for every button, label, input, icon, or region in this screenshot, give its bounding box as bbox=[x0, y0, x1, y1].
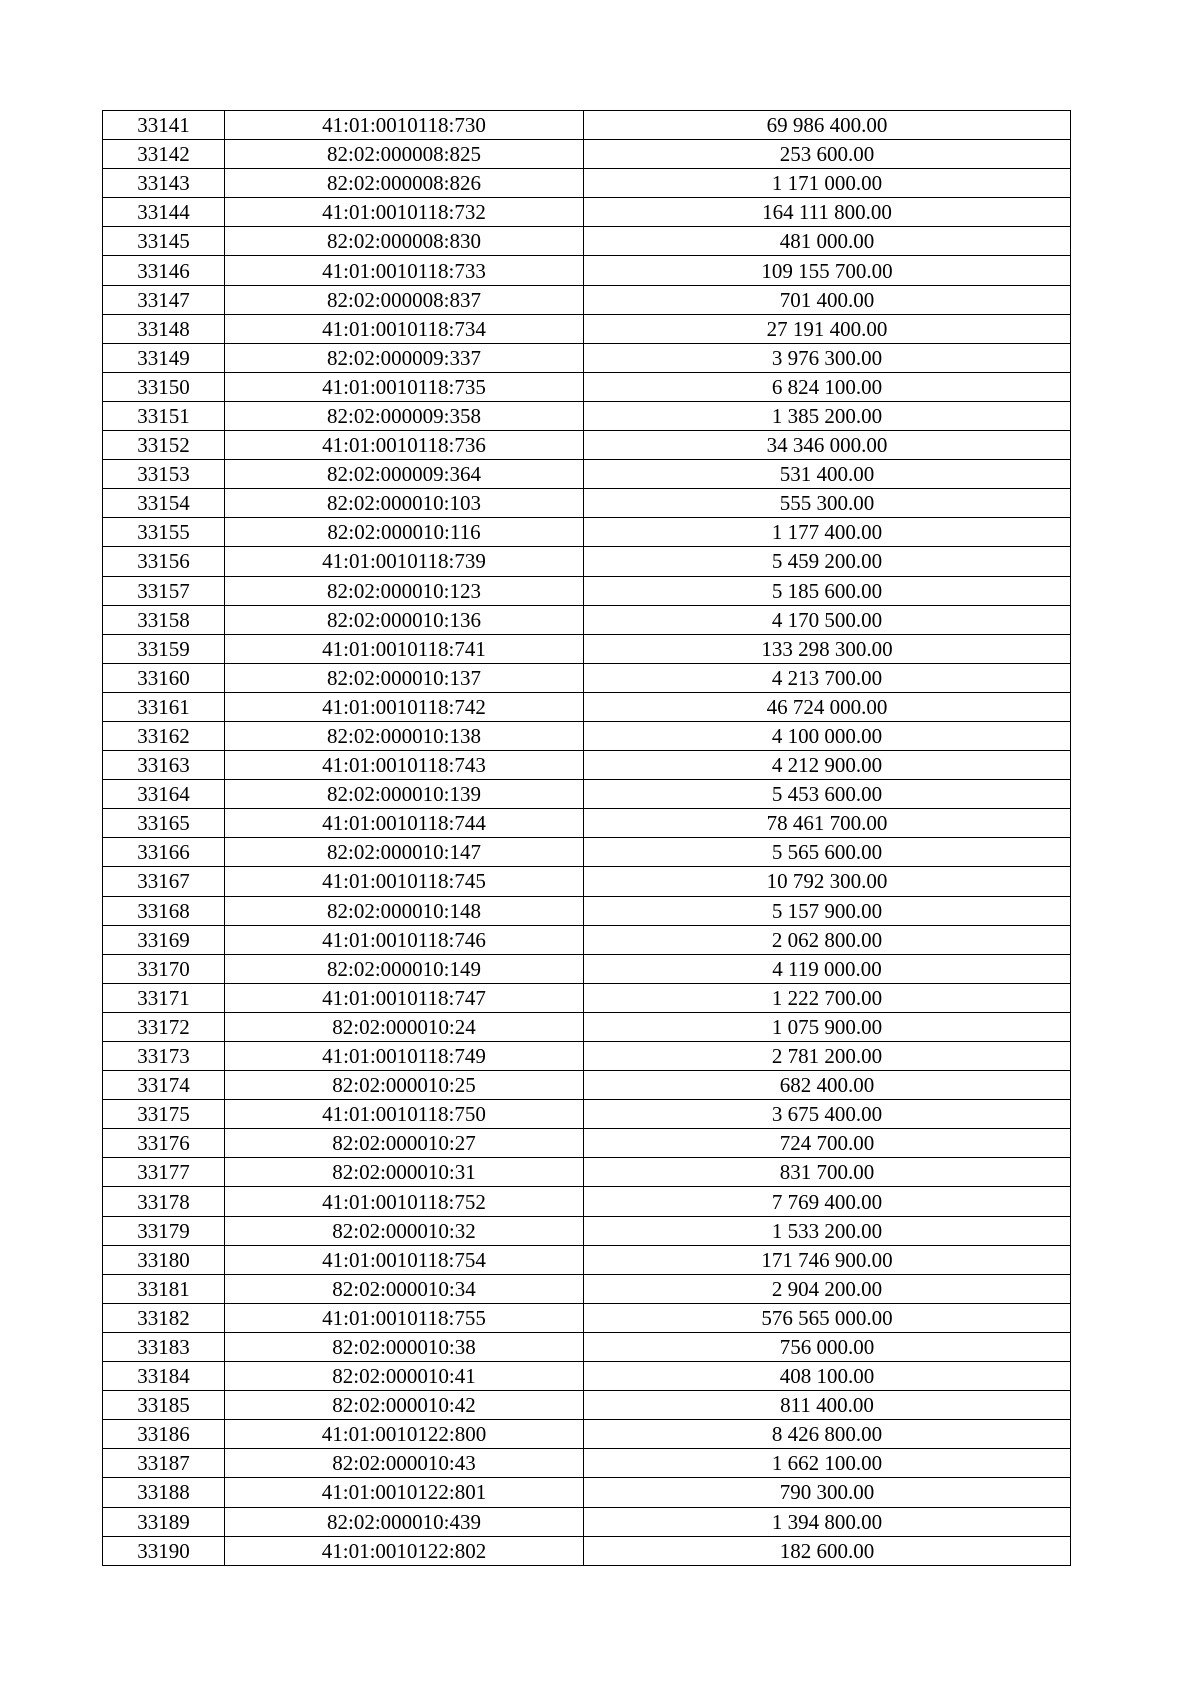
table-row bbox=[103, 547, 1071, 576]
table-row bbox=[103, 663, 1071, 692]
row-number-cell: 33143 bbox=[103, 169, 225, 198]
table-row bbox=[103, 1507, 1071, 1536]
table-row bbox=[103, 634, 1071, 663]
cadastral-value-cell: 4 119 000.00 bbox=[584, 954, 1071, 983]
row-number-cell: 33172 bbox=[103, 1012, 225, 1041]
cadastral-value-cell: 1 533 200.00 bbox=[584, 1216, 1071, 1245]
table-row bbox=[103, 1274, 1071, 1303]
cadastral-value-cell: 4 100 000.00 bbox=[584, 721, 1071, 750]
row-number-cell: 33151 bbox=[103, 401, 225, 430]
cadastral-number-cell: 82:02:000010:25 bbox=[225, 1071, 584, 1100]
row-number-cell: 33146 bbox=[103, 256, 225, 285]
row-number-cell: 33179 bbox=[103, 1216, 225, 1245]
cadastral-value-cell: 1 075 900.00 bbox=[584, 1012, 1071, 1041]
row-number-cell: 33158 bbox=[103, 605, 225, 634]
cadastral-number-cell: 82:02:000010:43 bbox=[225, 1449, 584, 1478]
cadastral-value-cell: 7 769 400.00 bbox=[584, 1187, 1071, 1216]
table-row bbox=[103, 343, 1071, 372]
cadastral-number-cell: 41:01:0010118:741 bbox=[225, 634, 584, 663]
row-number-cell: 33188 bbox=[103, 1478, 225, 1507]
cadastral-number-cell: 41:01:0010118:746 bbox=[225, 925, 584, 954]
cadastral-value-cell: 133 298 300.00 bbox=[584, 634, 1071, 663]
cadastral-number-cell: 82:02:000010:116 bbox=[225, 518, 584, 547]
row-number-cell: 33168 bbox=[103, 896, 225, 925]
cadastral-value-cell: 5 185 600.00 bbox=[584, 576, 1071, 605]
cadastral-number-cell: 82:02:000010:38 bbox=[225, 1332, 584, 1361]
cadastral-value-cell: 756 000.00 bbox=[584, 1332, 1071, 1361]
cadastral-value-cell: 724 700.00 bbox=[584, 1129, 1071, 1158]
table-row bbox=[103, 1100, 1071, 1129]
cadastral-value-cell: 78 461 700.00 bbox=[584, 809, 1071, 838]
cadastral-number-cell: 41:01:0010118:734 bbox=[225, 314, 584, 343]
table-row bbox=[103, 198, 1071, 227]
row-number-cell: 33183 bbox=[103, 1332, 225, 1361]
cadastral-number-cell: 41:01:0010118:745 bbox=[225, 867, 584, 896]
table-row bbox=[103, 489, 1071, 518]
cadastral-number-cell: 41:01:0010118:743 bbox=[225, 751, 584, 780]
table-row bbox=[103, 780, 1071, 809]
cadastral-value-cell: 4 212 900.00 bbox=[584, 751, 1071, 780]
cadastral-value-cell: 5 459 200.00 bbox=[584, 547, 1071, 576]
row-number-cell: 33149 bbox=[103, 343, 225, 372]
cadastral-value-cell: 408 100.00 bbox=[584, 1362, 1071, 1391]
table-row bbox=[103, 1420, 1071, 1449]
cadastral-number-cell: 41:01:0010118:733 bbox=[225, 256, 584, 285]
row-number-cell: 33162 bbox=[103, 721, 225, 750]
cadastral-number-cell: 82:02:000010:439 bbox=[225, 1507, 584, 1536]
table-body bbox=[103, 111, 1071, 1566]
row-number-cell: 33160 bbox=[103, 663, 225, 692]
table-row bbox=[103, 954, 1071, 983]
cadastral-value-cell: 10 792 300.00 bbox=[584, 867, 1071, 896]
table-row bbox=[103, 867, 1071, 896]
cadastral-value-cell: 253 600.00 bbox=[584, 140, 1071, 169]
table-row bbox=[103, 576, 1071, 605]
table-row bbox=[103, 372, 1071, 401]
table-row bbox=[103, 1187, 1071, 1216]
cadastral-value-cell: 1 171 000.00 bbox=[584, 169, 1071, 198]
row-number-cell: 33150 bbox=[103, 372, 225, 401]
row-number-cell: 33175 bbox=[103, 1100, 225, 1129]
cadastral-number-cell: 82:02:000010:147 bbox=[225, 838, 584, 867]
table-row bbox=[103, 314, 1071, 343]
cadastral-value-cell: 5 565 600.00 bbox=[584, 838, 1071, 867]
row-number-cell: 33144 bbox=[103, 198, 225, 227]
cadastral-value-cell: 4 213 700.00 bbox=[584, 663, 1071, 692]
cadastral-number-cell: 41:01:0010118:754 bbox=[225, 1245, 584, 1274]
table-row bbox=[103, 1362, 1071, 1391]
cadastral-number-cell: 82:02:000010:24 bbox=[225, 1012, 584, 1041]
row-number-cell: 33141 bbox=[103, 111, 225, 140]
table-row bbox=[103, 1391, 1071, 1420]
row-number-cell: 33157 bbox=[103, 576, 225, 605]
cadastral-value-cell: 69 986 400.00 bbox=[584, 111, 1071, 140]
row-number-cell: 33186 bbox=[103, 1420, 225, 1449]
table-row bbox=[103, 605, 1071, 634]
cadastral-value-cell: 6 824 100.00 bbox=[584, 372, 1071, 401]
row-number-cell: 33173 bbox=[103, 1042, 225, 1071]
table-row bbox=[103, 925, 1071, 954]
row-number-cell: 33180 bbox=[103, 1245, 225, 1274]
row-number-cell: 33152 bbox=[103, 431, 225, 460]
cadastral-number-cell: 41:01:0010122:801 bbox=[225, 1478, 584, 1507]
cadastral-value-cell: 1 662 100.00 bbox=[584, 1449, 1071, 1478]
row-number-cell: 33153 bbox=[103, 460, 225, 489]
table-row bbox=[103, 983, 1071, 1012]
table-row bbox=[103, 431, 1071, 460]
cadastral-value-cell: 701 400.00 bbox=[584, 285, 1071, 314]
cadastral-value-cell: 8 426 800.00 bbox=[584, 1420, 1071, 1449]
cadastral-value-cell: 2 062 800.00 bbox=[584, 925, 1071, 954]
cadastral-value-cell: 46 724 000.00 bbox=[584, 692, 1071, 721]
row-number-cell: 33171 bbox=[103, 983, 225, 1012]
row-number-cell: 33165 bbox=[103, 809, 225, 838]
row-number-cell: 33169 bbox=[103, 925, 225, 954]
row-number-cell: 33163 bbox=[103, 751, 225, 780]
cadastral-value-cell: 182 600.00 bbox=[584, 1536, 1071, 1565]
cadastral-number-cell: 82:02:000008:830 bbox=[225, 227, 584, 256]
cadastral-number-cell: 82:02:000010:138 bbox=[225, 721, 584, 750]
cadastral-value-cell: 2 904 200.00 bbox=[584, 1274, 1071, 1303]
cadastral-number-cell: 82:02:000010:41 bbox=[225, 1362, 584, 1391]
table-row bbox=[103, 1478, 1071, 1507]
cadastral-value-cell: 831 700.00 bbox=[584, 1158, 1071, 1187]
cadastral-number-cell: 82:02:000008:837 bbox=[225, 285, 584, 314]
row-number-cell: 33185 bbox=[103, 1391, 225, 1420]
table-row bbox=[103, 721, 1071, 750]
cadastral-value-cell: 1 394 800.00 bbox=[584, 1507, 1071, 1536]
cadastral-number-cell: 41:01:0010118:750 bbox=[225, 1100, 584, 1129]
table-row bbox=[103, 460, 1071, 489]
row-number-cell: 33190 bbox=[103, 1536, 225, 1565]
cadastral-value-cell: 27 191 400.00 bbox=[584, 314, 1071, 343]
row-number-cell: 33187 bbox=[103, 1449, 225, 1478]
row-number-cell: 33166 bbox=[103, 838, 225, 867]
table-row bbox=[103, 838, 1071, 867]
row-number-cell: 33167 bbox=[103, 867, 225, 896]
cadastral-value-cell: 811 400.00 bbox=[584, 1391, 1071, 1420]
row-number-cell: 33164 bbox=[103, 780, 225, 809]
cadastral-number-cell: 41:01:0010122:802 bbox=[225, 1536, 584, 1565]
cadastral-number-cell: 82:02:000009:364 bbox=[225, 460, 584, 489]
cadastral-value-cell: 4 170 500.00 bbox=[584, 605, 1071, 634]
table-row bbox=[103, 256, 1071, 285]
cadastral-number-cell: 41:01:0010118:744 bbox=[225, 809, 584, 838]
table-row bbox=[103, 1071, 1071, 1100]
row-number-cell: 33147 bbox=[103, 285, 225, 314]
table-row bbox=[103, 518, 1071, 547]
table-row bbox=[103, 1449, 1071, 1478]
cadastral-number-cell: 82:02:000008:826 bbox=[225, 169, 584, 198]
table-row bbox=[103, 285, 1071, 314]
cadastral-value-cell: 1 385 200.00 bbox=[584, 401, 1071, 430]
cadastral-number-cell: 82:02:000010:149 bbox=[225, 954, 584, 983]
table-row bbox=[103, 1012, 1071, 1041]
cadastral-value-cell: 3 976 300.00 bbox=[584, 343, 1071, 372]
row-number-cell: 33174 bbox=[103, 1071, 225, 1100]
cadastral-number-cell: 82:02:000010:137 bbox=[225, 663, 584, 692]
cadastral-number-cell: 82:02:000010:139 bbox=[225, 780, 584, 809]
table-row bbox=[103, 140, 1071, 169]
cadastral-number-cell: 82:02:000009:358 bbox=[225, 401, 584, 430]
table-row bbox=[103, 401, 1071, 430]
row-number-cell: 33182 bbox=[103, 1303, 225, 1332]
cadastral-number-cell: 41:01:0010118:747 bbox=[225, 983, 584, 1012]
cadastral-value-table bbox=[102, 110, 1071, 1566]
cadastral-number-cell: 41:01:0010118:755 bbox=[225, 1303, 584, 1332]
row-number-cell: 33176 bbox=[103, 1129, 225, 1158]
row-number-cell: 33155 bbox=[103, 518, 225, 547]
cadastral-number-cell: 82:02:000010:34 bbox=[225, 1274, 584, 1303]
table-row bbox=[103, 1245, 1071, 1274]
cadastral-number-cell: 82:02:000009:337 bbox=[225, 343, 584, 372]
cadastral-value-cell: 531 400.00 bbox=[584, 460, 1071, 489]
cadastral-number-cell: 41:01:0010118:732 bbox=[225, 198, 584, 227]
table-row bbox=[103, 111, 1071, 140]
cadastral-value-cell: 171 746 900.00 bbox=[584, 1245, 1071, 1274]
table-row bbox=[103, 809, 1071, 838]
cadastral-value-cell: 34 346 000.00 bbox=[584, 431, 1071, 460]
cadastral-number-cell: 41:01:0010118:742 bbox=[225, 692, 584, 721]
cadastral-value-cell: 481 000.00 bbox=[584, 227, 1071, 256]
cadastral-number-cell: 82:02:000010:123 bbox=[225, 576, 584, 605]
row-number-cell: 33156 bbox=[103, 547, 225, 576]
row-number-cell: 33159 bbox=[103, 634, 225, 663]
table-row bbox=[103, 1042, 1071, 1071]
cadastral-number-cell: 82:02:000010:148 bbox=[225, 896, 584, 925]
table-row bbox=[103, 692, 1071, 721]
table-row bbox=[103, 1158, 1071, 1187]
table-row bbox=[103, 1129, 1071, 1158]
cadastral-value-cell: 164 111 800.00 bbox=[584, 198, 1071, 227]
row-number-cell: 33154 bbox=[103, 489, 225, 518]
table-row bbox=[103, 896, 1071, 925]
cadastral-value-cell: 682 400.00 bbox=[584, 1071, 1071, 1100]
row-number-cell: 33177 bbox=[103, 1158, 225, 1187]
table-row bbox=[103, 751, 1071, 780]
cadastral-number-cell: 41:01:0010118:749 bbox=[225, 1042, 584, 1071]
row-number-cell: 33145 bbox=[103, 227, 225, 256]
row-number-cell: 33184 bbox=[103, 1362, 225, 1391]
cadastral-value-cell: 1 177 400.00 bbox=[584, 518, 1071, 547]
row-number-cell: 33148 bbox=[103, 314, 225, 343]
cadastral-value-cell: 1 222 700.00 bbox=[584, 983, 1071, 1012]
table-row bbox=[103, 1332, 1071, 1361]
cadastral-number-cell: 82:02:000010:32 bbox=[225, 1216, 584, 1245]
cadastral-number-cell: 82:02:000010:27 bbox=[225, 1129, 584, 1158]
cadastral-value-cell: 3 675 400.00 bbox=[584, 1100, 1071, 1129]
row-number-cell: 33170 bbox=[103, 954, 225, 983]
cadastral-value-cell: 5 453 600.00 bbox=[584, 780, 1071, 809]
row-number-cell: 33161 bbox=[103, 692, 225, 721]
cadastral-number-cell: 41:01:0010118:730 bbox=[225, 111, 584, 140]
cadastral-value-cell: 576 565 000.00 bbox=[584, 1303, 1071, 1332]
cadastral-number-cell: 82:02:000008:825 bbox=[225, 140, 584, 169]
cadastral-number-cell: 41:01:0010122:800 bbox=[225, 1420, 584, 1449]
row-number-cell: 33189 bbox=[103, 1507, 225, 1536]
cadastral-number-cell: 41:01:0010118:736 bbox=[225, 431, 584, 460]
row-number-cell: 33142 bbox=[103, 140, 225, 169]
cadastral-value-cell: 109 155 700.00 bbox=[584, 256, 1071, 285]
row-number-cell: 33181 bbox=[103, 1274, 225, 1303]
table-row bbox=[103, 169, 1071, 198]
cadastral-number-cell: 41:01:0010118:735 bbox=[225, 372, 584, 401]
cadastral-number-cell: 41:01:0010118:739 bbox=[225, 547, 584, 576]
cadastral-number-cell: 41:01:0010118:752 bbox=[225, 1187, 584, 1216]
table-row bbox=[103, 227, 1071, 256]
cadastral-number-cell: 82:02:000010:42 bbox=[225, 1391, 584, 1420]
cadastral-number-cell: 82:02:000010:103 bbox=[225, 489, 584, 518]
cadastral-value-cell: 5 157 900.00 bbox=[584, 896, 1071, 925]
cadastral-number-cell: 82:02:000010:136 bbox=[225, 605, 584, 634]
row-number-cell: 33178 bbox=[103, 1187, 225, 1216]
cadastral-value-cell: 790 300.00 bbox=[584, 1478, 1071, 1507]
table-row bbox=[103, 1216, 1071, 1245]
cadastral-value-cell: 555 300.00 bbox=[584, 489, 1071, 518]
table-row bbox=[103, 1303, 1071, 1332]
cadastral-number-cell: 82:02:000010:31 bbox=[225, 1158, 584, 1187]
cadastral-value-cell: 2 781 200.00 bbox=[584, 1042, 1071, 1071]
table-row bbox=[103, 1536, 1071, 1565]
